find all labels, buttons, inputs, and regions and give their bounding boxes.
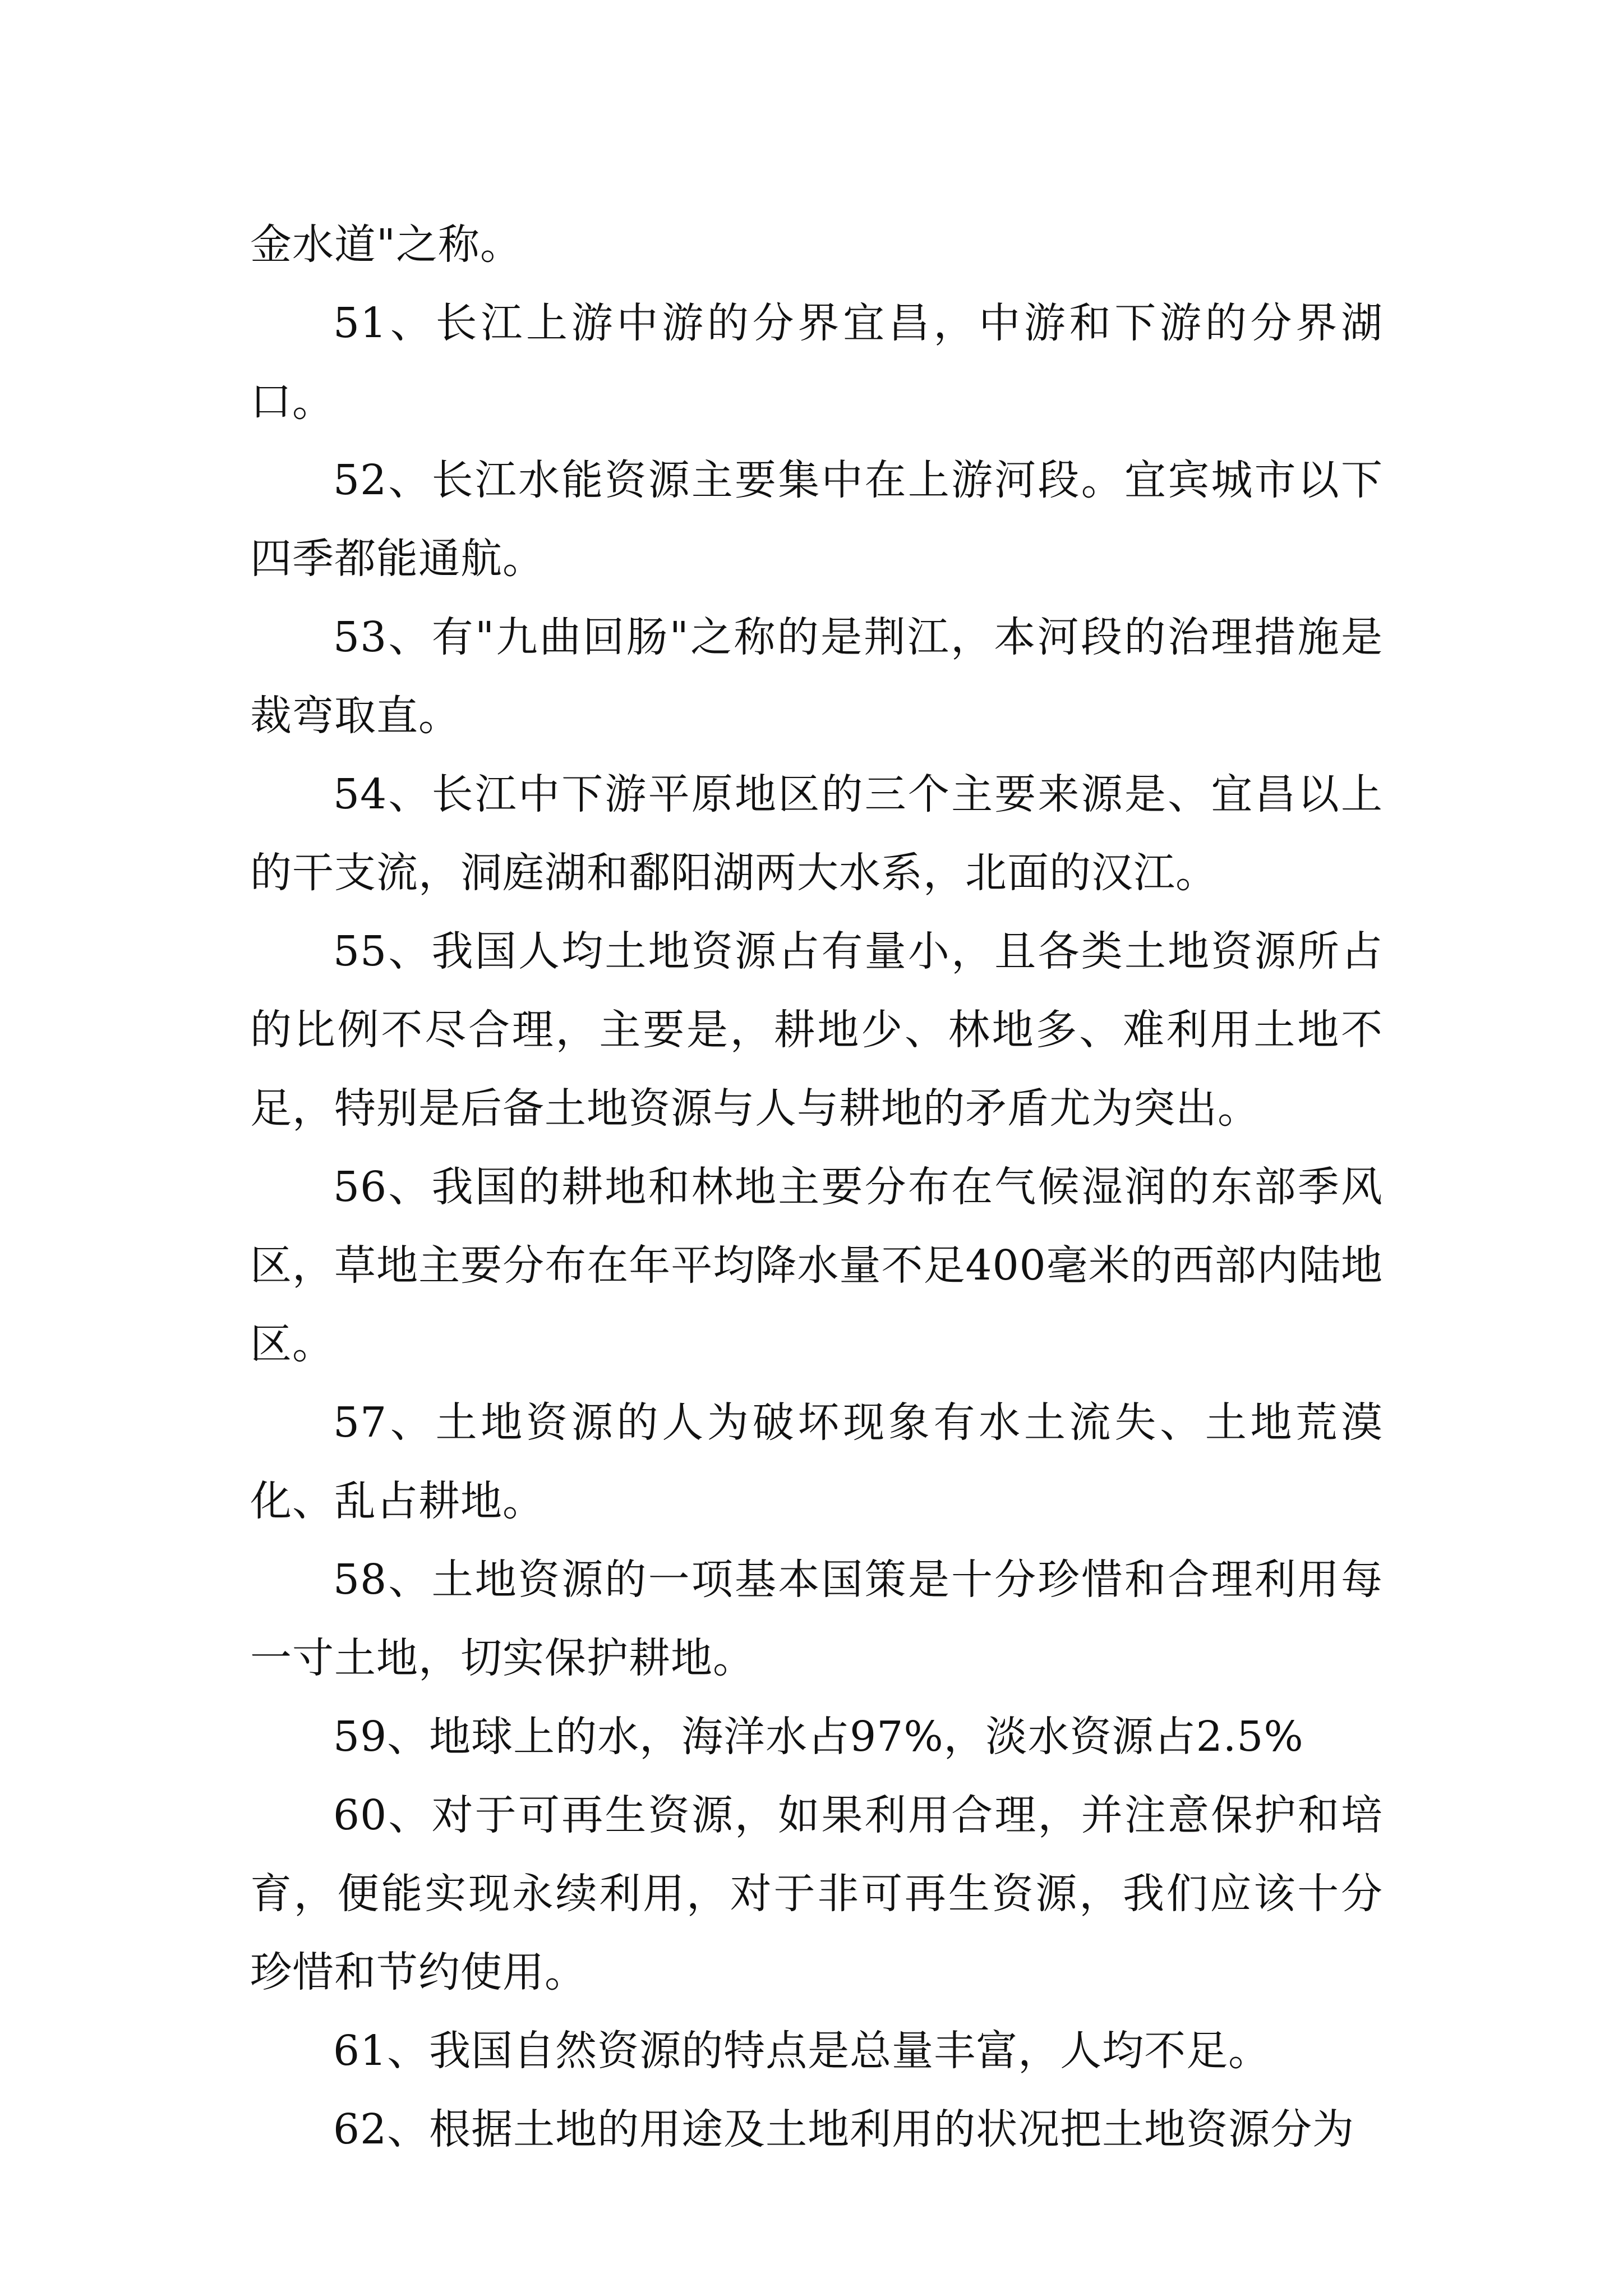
paragraph-54: 54、长江中下游平原地区的三个主要来源是、宜昌以上的干支流，洞庭湖和鄱阳湖两大水系，北面的汉江。 <box>250 770 1383 897</box>
paragraph-53: 53、有"九曲回肠"之称的是荆江，本河段的治理措施是裁弯取直。 <box>250 613 1383 740</box>
paragraph-continued: 金水道"之称。 <box>250 220 523 269</box>
paragraph-52: 52、长江水能资源主要集中在上游河段。宜宾城市以下四季都能通航。 <box>250 456 1383 583</box>
paragraph-62: 62、根据土地的用途及土地利用的状况把土地资源分为 <box>333 2105 1355 2154</box>
paragraph-51: 51、长江上游中游的分界宜昌，中游和下游的分界湖口。 <box>250 299 1383 426</box>
paragraph-55: 55、我国人均土地资源占有量小，且各类土地资源所占的比例不尽合理，主要是，耕地少、林地多、难利用土地不足，特别是后备土地资源与人与耕地的矛盾尤为突出。 <box>250 927 1383 1133</box>
paragraph-61: 61、我国自然资源的特点是总量丰富，人均不足。 <box>333 2027 1271 2075</box>
paragraph-59: 59、地球上的水，海洋水占97%，淡水资源占2.5% <box>333 1713 1304 1761</box>
paragraph-58: 58、土地资源的一项基本国策是十分珍惜和合理利用每一寸土地，切实保护耕地。 <box>250 1556 1383 1682</box>
paragraph-57: 57、土地资源的人为破坏现象有水土流失、土地荒漠化、乱占耕地。 <box>250 1398 1383 1525</box>
document-body <box>250 205 1383 2169</box>
paragraph-56: 56、我国的耕地和林地主要分布在气候湿润的东部季风区，草地主要分布在年平均降水量不足400毫米的西部内陆地区。 <box>250 1163 1383 1368</box>
paragraph-60: 60、对于可再生资源，如果利用合理，并注意保护和培育，便能实现永续利用，对于非可再生资源，我们应该十分珍惜和节约使用。 <box>250 1791 1383 1996</box>
